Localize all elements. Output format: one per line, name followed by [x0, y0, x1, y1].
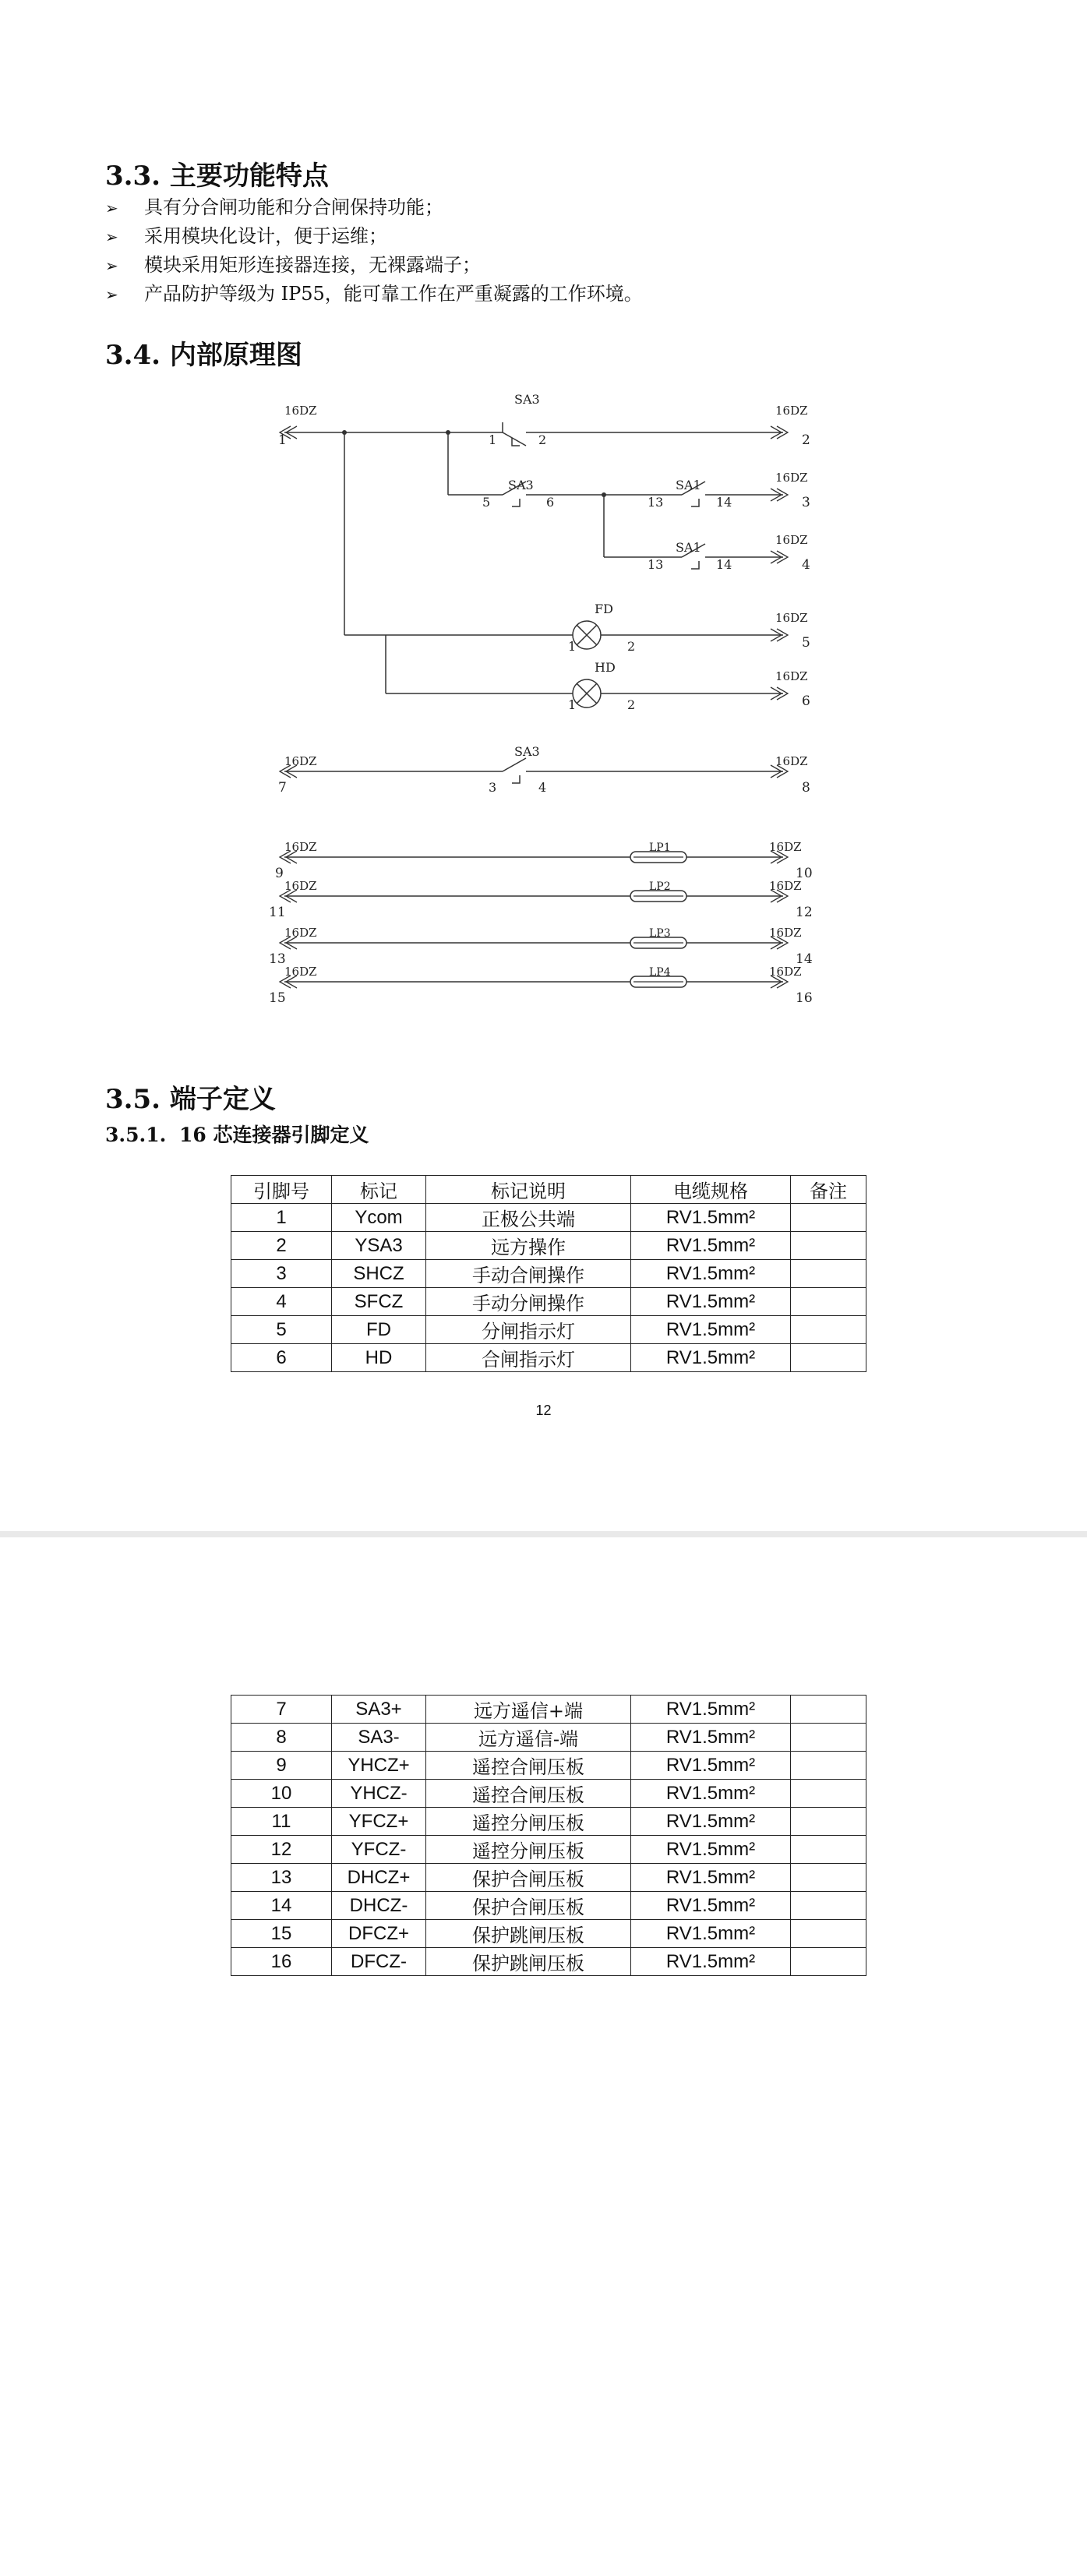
pin-number: 14: [796, 951, 813, 967]
pin-number: 13: [269, 951, 286, 967]
header-cell: 电缆规格: [631, 1176, 791, 1204]
contact-number: 6: [546, 495, 555, 510]
pin-number: 7: [278, 780, 287, 796]
connector-label: 16DZ: [775, 471, 808, 485]
component-label-sa1: SA1: [676, 540, 701, 555]
contact-number: 2: [627, 639, 636, 654]
internal-schematic-diagram: [261, 390, 822, 1060]
pin-number: 11: [269, 905, 286, 920]
component-label-sa3: SA3: [508, 478, 534, 492]
list-item: ➢ 产品防护等级为 IP55，能可靠工作在严重凝露的工作环境。: [105, 280, 643, 309]
list-item: ➢ 模块采用矩形连接器连接，无裸露端子；: [105, 251, 643, 280]
section-3-5-heading: 3.5. 端子定义: [105, 1084, 276, 1115]
header-cell: 引脚号: [231, 1176, 332, 1204]
table-row: 14 DHCZ- 保护合闸压板 RV1.5mm²: [231, 1892, 866, 1920]
header-cell: 标记说明: [426, 1176, 631, 1204]
connector-label: 16DZ: [284, 926, 317, 940]
table-row: 9 YHCZ+ 遥控合闸压板 RV1.5mm²: [231, 1752, 866, 1780]
contact-number: 1: [568, 639, 577, 654]
pin-number: 1: [278, 432, 287, 448]
pin-number: 16: [796, 990, 813, 1006]
component-label-lp1: LP1: [649, 842, 671, 854]
section-3-4-heading: 3.4. 内部原理图: [105, 340, 302, 371]
table-row: 13 DHCZ+ 保护合闸压板 RV1.5mm²: [231, 1864, 866, 1892]
pin-number: 2: [802, 432, 810, 448]
header-cell: 备注: [791, 1176, 866, 1204]
feature-list: [105, 193, 643, 309]
list-item: ➢ 具有分合闸功能和分合闸保持功能；: [105, 193, 643, 222]
component-label-hd: HD: [595, 660, 616, 675]
table-row: 6 HD 合闸指示灯 RV1.5mm²: [231, 1344, 866, 1372]
contact-number: 13: [648, 495, 664, 510]
contact-number: 3: [489, 780, 497, 795]
pin-number: 8: [802, 780, 810, 796]
table-row: 2 YSA3 远方操作 RV1.5mm²: [231, 1232, 866, 1260]
pin-number: 6: [802, 693, 810, 709]
contact-number: 2: [627, 697, 636, 712]
document-page-2: [0, 1537, 1087, 2576]
table-row: 7 SA3+ 远方遥信+端 RV1.5mm²: [231, 1696, 866, 1724]
bullet-marker-icon: ➢: [105, 256, 118, 275]
table-row: 8 SA3- 远方遥信-端 RV1.5mm²: [231, 1724, 866, 1752]
table-row: 4 SFCZ 手动分闸操作 RV1.5mm²: [231, 1288, 866, 1316]
pin-number: 15: [269, 990, 286, 1006]
bullet-marker-icon: ➢: [105, 199, 118, 217]
pin-number: 10: [796, 866, 813, 881]
page-number: 12: [535, 1403, 552, 1418]
pin-number: 12: [796, 905, 813, 920]
table-row: 11 YFCZ+ 遥控分闸压板 RV1.5mm²: [231, 1808, 866, 1836]
connector-label: 16DZ: [775, 611, 808, 625]
table-row: 1 Ycom 正极公共端 RV1.5mm²: [231, 1204, 866, 1232]
bullet-marker-icon: ➢: [105, 228, 118, 246]
pin-definition-table-continued: [231, 1695, 866, 1976]
header-cell: 标记: [332, 1176, 426, 1204]
connector-label: 16DZ: [775, 533, 808, 547]
pin-number: 4: [802, 557, 810, 573]
component-label-lp4: LP4: [649, 966, 671, 979]
section-3-3-heading: 3.3. 主要功能特点: [105, 161, 329, 192]
bullet-marker-icon: ➢: [105, 285, 118, 304]
table-row: 16 DFCZ- 保护跳闸压板 RV1.5mm²: [231, 1948, 866, 1976]
table-row: 10 YHCZ- 遥控合闸压板 RV1.5mm²: [231, 1780, 866, 1808]
component-label-sa3: SA3: [514, 744, 540, 759]
contact-number: 1: [568, 697, 577, 712]
component-label-fd: FD: [595, 602, 613, 616]
lamp-fd-icon: [573, 621, 601, 649]
list-item: ➢ 采用模块化设计，便于运维；: [105, 222, 643, 251]
component-label-lp3: LP3: [649, 927, 671, 940]
connector-label: 16DZ: [769, 926, 802, 940]
connector-label: 16DZ: [775, 669, 808, 683]
table-row: 15 DFCZ+ 保护跳闸压板 RV1.5mm²: [231, 1920, 866, 1948]
connector-label: 16DZ: [775, 754, 808, 768]
connector-label: 16DZ: [284, 879, 317, 893]
connector-label: 16DZ: [769, 840, 802, 854]
component-label-sa1: SA1: [676, 478, 701, 492]
contact-number: 14: [716, 557, 732, 572]
table-header-row: [231, 1176, 866, 1204]
section-3-5-1-heading: 3.5.1. 16 芯连接器引脚定义: [105, 1124, 369, 1146]
connector-label: 16DZ: [775, 404, 808, 418]
component-label-sa3: SA3: [514, 392, 540, 407]
pin-number: 9: [275, 866, 284, 881]
table-row: 12 YFCZ- 遥控分闸压板 RV1.5mm²: [231, 1836, 866, 1864]
connector-label: 16DZ: [284, 754, 317, 768]
contact-number: 1: [489, 432, 497, 447]
contact-number: 13: [648, 557, 664, 572]
contact-number: 4: [538, 780, 547, 795]
connector-label: 16DZ: [769, 965, 802, 979]
table-row: 3 SHCZ 手动合闸操作 RV1.5mm²: [231, 1260, 866, 1288]
pin-number: 5: [802, 635, 810, 651]
component-label-lp2: LP2: [649, 880, 671, 893]
pin-number: 3: [802, 495, 810, 510]
connector-label: 16DZ: [284, 404, 317, 418]
table-row: 5 FD 分闸指示灯 RV1.5mm²: [231, 1316, 866, 1344]
pin-definition-table: [231, 1175, 866, 1372]
lamp-hd-icon: [573, 679, 601, 708]
connector-label: 16DZ: [284, 965, 317, 979]
connector-label: 16DZ: [284, 840, 317, 854]
connector-label: 16DZ: [769, 879, 802, 893]
contact-number: 5: [482, 495, 491, 510]
contact-number: 14: [716, 495, 732, 510]
contact-number: 2: [538, 432, 547, 447]
